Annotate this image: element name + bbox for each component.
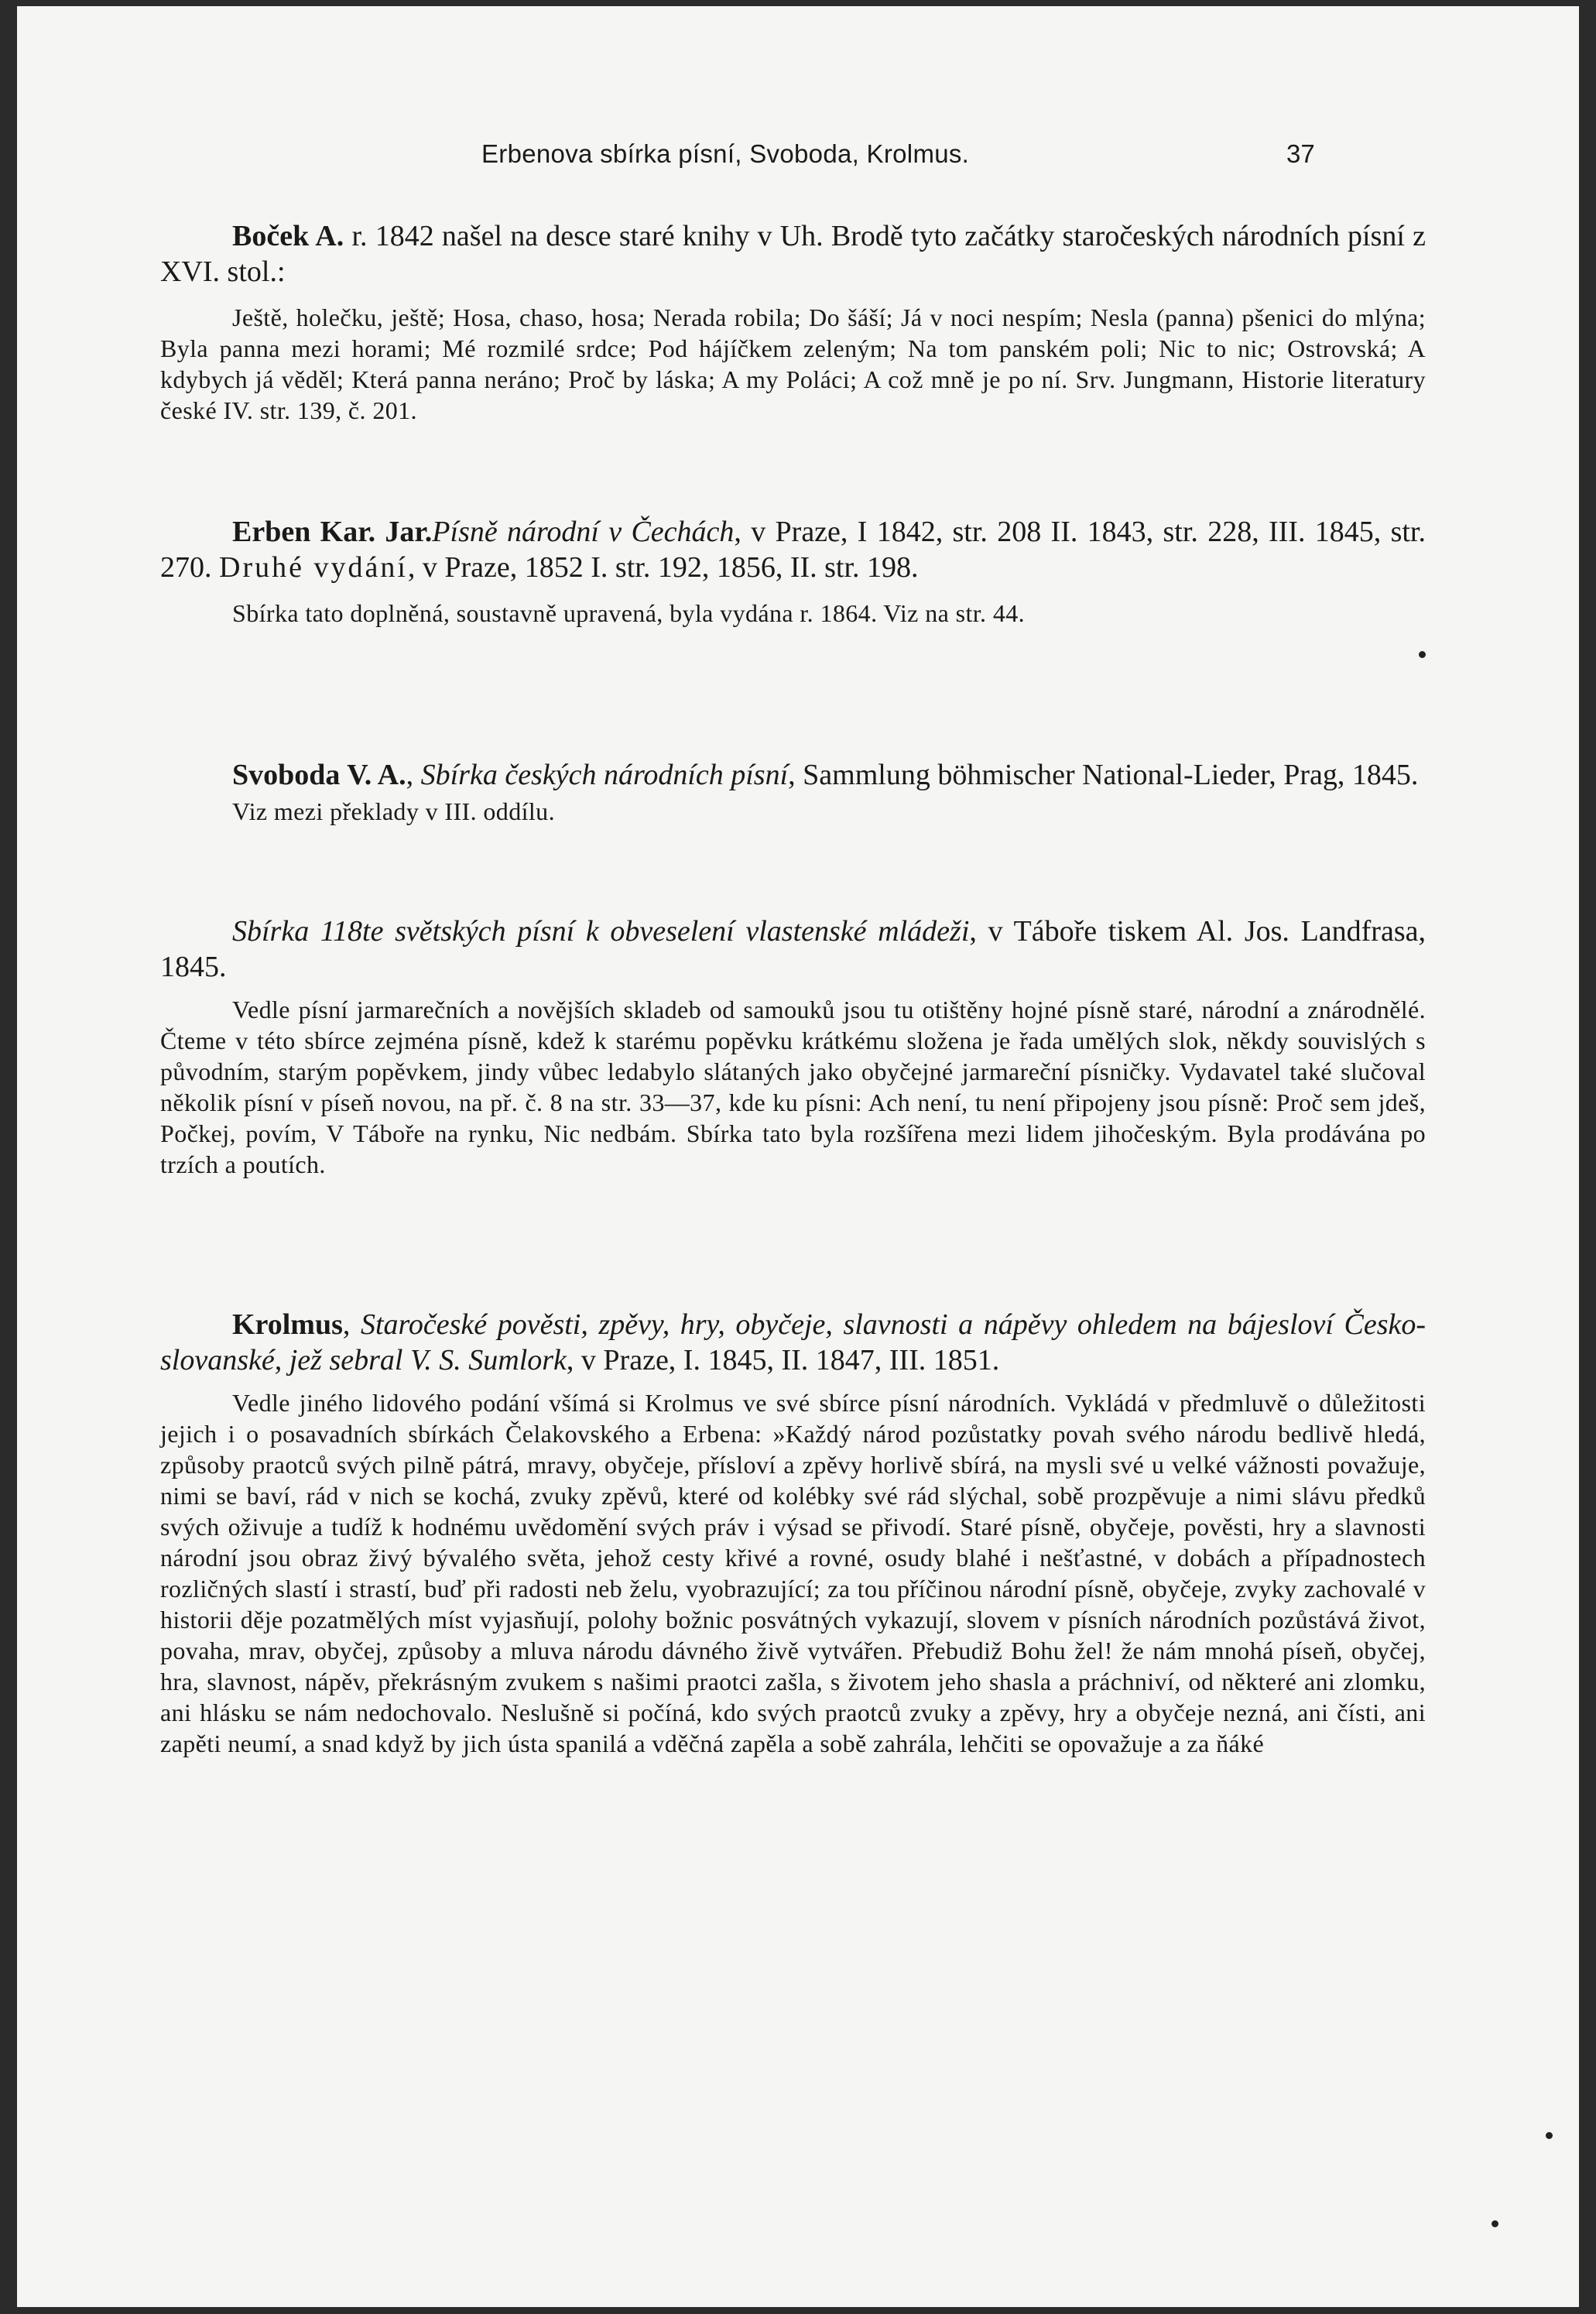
entry-title: Sbírka českých národních písní bbox=[420, 759, 789, 791]
entry-body: Vedle jiného lidového podání všímá si Krolmus ve své sbírce písní národních. Vykládá v předmluvě o důležitosti jejich i o posavadních sbírkách Čelakovského a Erbena: »Každý národ pozůstatky povah svého národu bedlivě hledá, způsoby praotců svých pilně pátrá, mravy, obyčeje, přísloví a zpěvy horlivě sbírá, na mysli své u velké vážnosti považuje, nimi se baví, rád v nich se kochá, zvuky zpěvů, které od kolébky své rád slýchal, sobě prozpěvuje a nimi slávu předků svých oživuje a tudíž k hodnému uvědomění svých práv i výsad se přivodí. Staré písně, obyčeje, pověsti, hry a slavnosti národní jsou obraz živý bývalého světa, jehož cesty křivé a rovné, osudy blahé i nešťastné, v dobách a případnostech rozličných slastí i strastí, buď při radosti neb želu, vyobrazující; za tou příčinou národní písně, obyčeje, zvyky zachovalé v historii děje pozatmělých míst vyjasňují, polohy božnic posvátných vykazují, slovem v písních národních pozůstává život, povaha, mrav, obyčej, způsoby a mluva národu dávného živě vytvářen. Přebudiž Bohu žel! že nám mnohá píseň, obyčej, hra, slavnost, nápěv, překrásným zvukem s našimi praotci zašla, s životem jeho shasla a práchniví, od některé ani zlomku, ani hlásku se nám nedochovalo. Neslušně si počíná, kdo svých praotců zvuky a zpěvy, hry a obyčeje nezná, ani čísti, ani zapěti neumí, a snad když by jich ústa spanilá a vděčná zapěla a sobě zahrála, lehčiti se opovažuje a za ňáké bbox=[160, 1389, 1426, 1757]
entry-heading: Krolmus, Staročeské pověsti, zpěvy, hry, obyčeje, slavnosti a nápěvy ohledem na bájesloví Česko-slovanské, jež sebral V. S. Sumlork, v Praze, I. 1845, II. 1847, III. 1851. bbox=[160, 1308, 1426, 1376]
entry-author: Svoboda V. A. bbox=[232, 759, 406, 791]
entry-svoboda bbox=[160, 757, 1426, 827]
margin-speck bbox=[1492, 2220, 1498, 2227]
entry-body: Sbírka tato doplněná, soustavně upravená, byla vydána r. 1864. Viz na str. 44. bbox=[232, 599, 1026, 627]
running-header: Erbenova sbírka písní, Svoboda, Krolmus. bbox=[481, 139, 970, 168]
entry-details: , Sammlung böhmischer National-Lieder, Prag, 1845. bbox=[788, 759, 1419, 791]
entry-spaced-text: Druhé vydání bbox=[219, 551, 408, 584]
document-page bbox=[17, 6, 1579, 2307]
margin-speck bbox=[1546, 2132, 1553, 2139]
entry-title: Staročeské pověsti, zpěvy, hry, obyčeje, slavnosti a nápěvy ohledem na bájesloví Česko-slovanské, jež sebral V. S. Sumlork bbox=[160, 1308, 1426, 1376]
entry-heading bbox=[160, 218, 1426, 290]
page-number: 37 bbox=[1286, 139, 1315, 168]
entry-author: Boček A. bbox=[232, 220, 344, 252]
entry-author: Erben Kar. Jar. bbox=[232, 516, 433, 548]
entry-heading: Svoboda V. A., Sbírka českých národních písní, Sammlung böhmischer National-Lieder, Prag, 1845. bbox=[232, 759, 1419, 791]
entry-heading bbox=[160, 514, 1426, 585]
entry-details-2: , v Praze, 1852 I. str. 192, 1856, II. str. 198. bbox=[407, 551, 919, 584]
entry-details: , v Táboře tiskem Al. Jos. Landfrasa, 1845. bbox=[160, 915, 1426, 983]
entry-author: Krolmus bbox=[232, 1308, 343, 1341]
entry-details: , v Praze, I. 1845, II. 1847, III. 1851. bbox=[566, 1344, 1000, 1376]
entry-krolmus bbox=[160, 1307, 1426, 1759]
entry-details: , v Praze, I 1842, str. 208 II. 1843, str. 228, III. 1845, str. 270. bbox=[160, 516, 1426, 584]
entry-title: Písně národní v Čechách bbox=[432, 516, 735, 548]
entry-title: Sbírka 118te světských písní k obveselení vlastenské mládeži bbox=[232, 915, 970, 948]
entry-intro: r. 1842 našel na desce staré knihy v Uh. Brodě tyto začátky staročeských národních písní z XVI. stol.: bbox=[160, 220, 1426, 288]
entry-erben bbox=[160, 514, 1426, 629]
margin-speck bbox=[1419, 651, 1426, 658]
entry-sbirka-118 bbox=[160, 914, 1426, 1180]
entry-body: Viz mezi překlady v III. oddílu. bbox=[232, 797, 555, 825]
entry-body: Ještě, holečku, ještě; Hosa, chaso, hosa; Nerada robila; Do šáší; Já v noci nespím; Nesla (panna) pšenici do mlýna; Byla panna mezi horami; Mé rozmilé srdce; Pod hájíčkem zeleným; Na tom panském poli; Nic to nic; Ostrovská; A kdybych já věděl; Která panna neráno; Proč by láska; A my Poláci; A což mně je po ní. Srv. Jungmann, Historie literatury české IV. str. 139, č. 201. bbox=[160, 303, 1426, 424]
entry-bocek bbox=[160, 218, 1426, 426]
entry-heading bbox=[160, 914, 1426, 985]
entry-body: Vedle písní jarmarečních a novějších skladeb od samouků jsou tu otištěny hojné písně staré, národní a znárodnělé. Čteme v této sbírce zejména písně, kdež k starému popěvku krátkému složena je řada umělých slok, někdy souvislých s původním, starým popěvkem, jindy vůbec ledabylo slátaných jako obyčejné jarmareční písničky. Vydavatel také slučoval několik písní v píseň novou, na př. č. 8 na str. 33—37, kde ku písni: Ach není, tu není připojeny jsou písně: Proč sem jdeš, Počkej, povím, V Táboře na rynku, Nic nedbám. Sbírka tato byla rozšířena mezi lidem jihočeským. Byla prodávána po trzích a poutích. bbox=[160, 996, 1426, 1178]
